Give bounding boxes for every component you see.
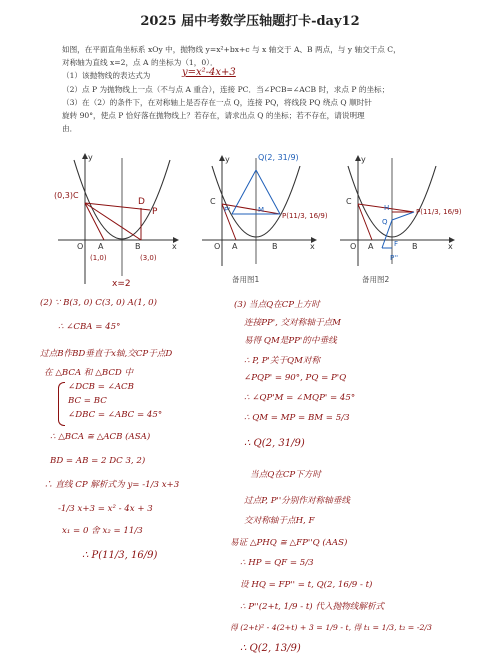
problem-intro-2: 对称轴为直线 x=2，点 A 的坐标为（1，0）． xyxy=(62,58,218,67)
label-m: M xyxy=(258,206,265,214)
solution-left-line-9: BD = AB = 2 DC 3, 2) xyxy=(50,456,146,466)
label-q: Q(2, 31/9) xyxy=(258,153,299,162)
label-o: O xyxy=(214,242,221,251)
solution-right-line-10: 过点P, P''分别作对称轴垂线 xyxy=(244,496,350,506)
solution-left-line-12: x₁ = 0 舍 x₂ = 11/3 xyxy=(62,526,143,536)
label-a: A xyxy=(232,242,238,251)
question-1: （1）该抛物线的表达式为 xyxy=(62,71,151,80)
label-q: Q xyxy=(382,218,388,226)
solution-right-line-8: ∴ Q(2, 31/9) xyxy=(244,438,305,449)
label-a: A xyxy=(368,242,374,251)
label-b-coord: (3,0) xyxy=(140,254,157,262)
solution-right-line-16: 得 (2+t)² - 4(2+t) + 3 = 1/9 - t, 得 t₁ = 1/3, t₂ = -2/3 xyxy=(230,623,433,632)
brace xyxy=(58,382,65,426)
label-h: H xyxy=(384,204,390,212)
solution-left-line-10: ∴ 直线 CP 解析式为 y= -1/3 x+3 xyxy=(44,480,180,490)
label-d: D xyxy=(138,197,145,207)
segment-qp xyxy=(392,212,414,220)
label-c: (0,3)C xyxy=(54,191,79,200)
label-x: x xyxy=(448,242,453,251)
label-p: P xyxy=(152,207,158,217)
solution-right-line-3: 易得 QM是PP'的中垂线 xyxy=(244,336,337,346)
label-p: P(11/3, 16/9) xyxy=(416,208,462,216)
solution-right-line-11: 交对称轴于点H, F xyxy=(244,516,315,526)
solution-left-line-2: ∴ ∠CBA = 45° xyxy=(58,322,121,332)
solution-right-line-13: ∴ HP = QF = 5/3 xyxy=(240,558,314,568)
label-b: B xyxy=(272,242,278,251)
label-y: y xyxy=(88,153,93,162)
label-a-coord: (1,0) xyxy=(90,254,107,262)
solution-right-line-12: 易证 △PHQ ≅ △FP''Q (AAS) xyxy=(230,538,348,548)
solution-right-line-15: ∴ P''(2+t, 1/9 - t) 代入抛物线解析式 xyxy=(240,602,385,612)
label-f: F xyxy=(394,240,399,248)
solution-left-line-6: BC = BC xyxy=(68,396,107,406)
solution-right-line-1: (3) 当点Q在CP上方时 xyxy=(234,300,320,310)
solution-right-line-14: 设 HQ = FP'' = t, Q(2, 16/9 - t) xyxy=(240,580,373,590)
figure-backup-1 xyxy=(196,148,328,270)
label-x: x xyxy=(310,242,315,251)
solution-left-line-8: ∴ △BCA ≅ △ACB (ASA) xyxy=(50,432,151,442)
label-o: O xyxy=(350,242,357,251)
figure-main xyxy=(52,148,182,288)
label-p-prime: P' xyxy=(224,206,231,214)
question-2: （2）点 P 为抛物线上一点（不与点 A 重合），连接 PC．当∠PCB=∠ACB 时，求点 P 的坐标； xyxy=(62,85,390,94)
label-p: P(11/3, 16/9) xyxy=(282,212,328,220)
solution-left-line-7: ∠DBC = ∠ABC = 45° xyxy=(68,410,163,420)
label-axis-equation: x=2 xyxy=(112,279,131,289)
solution-left-line-4: 在 △BCA 和 △BCD 中 xyxy=(44,368,134,378)
label-a: A xyxy=(98,242,104,251)
label-c: C xyxy=(210,197,216,206)
solution-left-line-11: -1/3 x+3 = x² - 4x + 3 xyxy=(58,504,153,514)
solution-left-line-3: 过点B作BD垂直于x轴,交CP于点D xyxy=(40,349,173,359)
solution-left-line-13: ∴ P(11/3, 16/9) xyxy=(82,550,158,561)
solution-right-line-17: ∴ Q(2, 13/9) xyxy=(240,643,301,654)
problem-intro-1: 如图，在平面直角坐标系 xOy 中，抛物线 y=x²+bx+c 与 x 轴交于 A、B 两点，与 y 轴交于点 C， xyxy=(62,45,401,54)
question-3-line-1: （3）在（2）的条件下，在对称轴上是否存在一点 Q，连接 PQ，将线段 PQ 绕点 Q 顺时针 xyxy=(62,98,372,107)
question-3-line-3: 由． xyxy=(62,124,78,133)
label-y: y xyxy=(361,155,366,164)
caption-backup-2: 备用图2 xyxy=(362,275,390,284)
label-o: O xyxy=(77,242,84,251)
solution-right-line-6: ∴ ∠QP'M = ∠MQP' = 45° xyxy=(244,393,356,403)
label-b: B xyxy=(135,242,141,251)
question-1-answer: y=x²-4x+3 xyxy=(182,67,236,78)
label-y: y xyxy=(225,155,230,164)
caption-backup-1: 备用图1 xyxy=(232,275,260,284)
label-x: x xyxy=(172,242,177,251)
figure-backup-2 xyxy=(334,148,464,270)
solution-right-line-4: ∴ P, P'关于QM对称 xyxy=(244,356,321,366)
solution-right-line-7: ∴ QM = MP = BM = 5/3 xyxy=(244,413,350,423)
solution-right-line-9: 当点Q在CP下方时 xyxy=(250,470,321,480)
solution-left-line-1: (2) ∵ B(3, 0) C(3, 0) A(1, 0) xyxy=(40,298,157,308)
label-b: B xyxy=(412,242,418,251)
label-p-double-prime: P'' xyxy=(390,254,399,262)
page-title: 2025 届中考数学压轴题打卡-day12 xyxy=(140,14,360,29)
solution-right-line-5: ∠PQP' = 90°, PQ = P'Q xyxy=(244,373,347,383)
segment-ca xyxy=(85,203,104,240)
solution-right-line-2: 连接PP', 交对称轴于点M xyxy=(244,318,341,328)
question-3-line-2: 旋转 90°，使点 P 恰好落在抛物线上？若存在，请求出点 Q 的坐标；若不存在，请说明理 xyxy=(62,111,365,120)
label-c: C xyxy=(346,197,352,206)
solution-left-line-5: ∠DCB = ∠ACB xyxy=(68,382,134,392)
